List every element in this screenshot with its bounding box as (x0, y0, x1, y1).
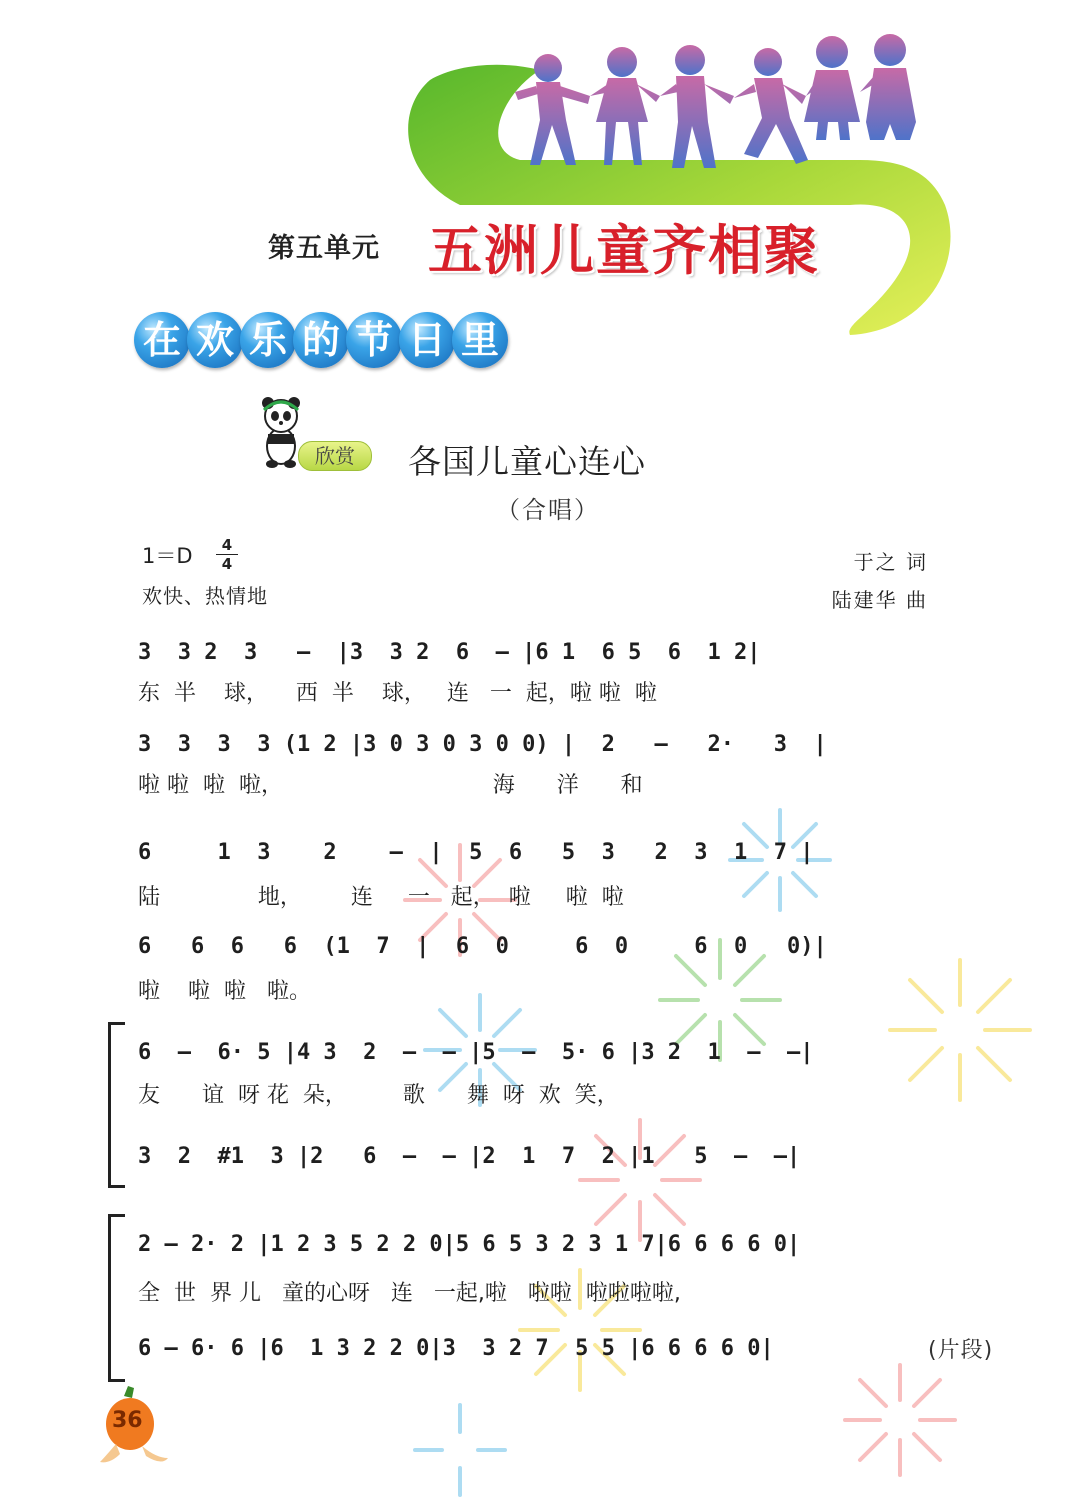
excerpt-note: (片段) (928, 1338, 994, 1363)
song-subtitle: （合唱） (496, 496, 600, 524)
appreciation-tag: 欣赏 (298, 441, 372, 471)
score-line-4-lyrics: 啦 啦 啦 啦。 (138, 979, 311, 1004)
lesson-title-char: 节 (346, 312, 402, 368)
lesson-title-char: 欢 (187, 312, 243, 368)
unit-label: 第五单元 (268, 233, 380, 264)
score-line-3-notes: 6 1 3 2 – | 5 6 5 3 2 3 1 7 | (138, 840, 814, 865)
system-brace-2 (108, 1214, 125, 1382)
score-line-4-notes: 6 6 6 6 (1 7 | 6 0 6 0 6 0 0)| (138, 934, 827, 959)
score-line-7-notes: 2 – 2· 2 |1 2 3 5 2 2 0|5 6 5 3 2 3 1 7|6 6 6 6 0| (138, 1232, 801, 1257)
lyricist: 于之 词 (853, 550, 928, 574)
page-number: 36 (112, 1408, 143, 1433)
score-line-5-notes: 6 – 6· 5 |4 3 2 – – |5 – 5· 6 |3 2 1 – –| (138, 1040, 814, 1065)
score-line-6-notes: 3 2 #1 3 |2 6 – – |2 1 7 2 |1 5 – –| (138, 1144, 801, 1169)
score-line-8-notes: 6 – 6· 6 |6 1 3 2 2 0|3 3 2 7 5 5 |6 6 6 6 0| (138, 1336, 774, 1361)
lesson-title-char: 的 (293, 312, 349, 368)
song-title: 各国儿童心连心 (408, 442, 646, 481)
key-signature: 1＝D (142, 544, 193, 568)
score-line-1-lyrics: 东 半 球， 西 半 球， 连 一 起，啦 啦 啦 (138, 681, 657, 706)
score-line-5-lyrics: 友 谊 呀 花 朵， 歌 舞 呀 欢 笑， (138, 1083, 619, 1108)
lesson-title-char: 里 (452, 312, 508, 368)
lesson-title (134, 312, 505, 368)
score-line-2-notes: 3 3 3 3 (1 2 |3 0 3 0 3 0 0) | 2 – 2· 3 | (138, 732, 827, 757)
time-signature (216, 536, 238, 573)
system-brace-1 (108, 1022, 125, 1188)
children-silhouettes (515, 34, 916, 168)
composer: 陆建华 曲 (831, 588, 928, 612)
score-line-7-lyrics: 全 世 界 儿 童的心呀 连 一起,啦 啦啦 啦啦啦啦, (138, 1281, 681, 1306)
tempo-marking: 欢快、热情地 (142, 584, 268, 608)
score-line-3-lyrics: 陆 地， 连 一 起， 啦 啦 啦 (138, 885, 624, 910)
lesson-title-char: 日 (399, 312, 455, 368)
time-numerator: 4 (221, 536, 233, 554)
lesson-title-char: 在 (134, 312, 190, 368)
score-line-2-lyrics: 啦 啦 啦 啦， 海 洋 和 (138, 773, 643, 798)
lesson-title-char: 乐 (240, 312, 296, 368)
unit-title: 五洲儿童齐相聚 (428, 219, 820, 282)
score-line-1-notes: 3 3 2 3 – |3 3 2 6 – |6 1 6 5 6 1 2| (138, 640, 761, 665)
time-denominator: 4 (216, 554, 238, 573)
credits (832, 543, 928, 619)
